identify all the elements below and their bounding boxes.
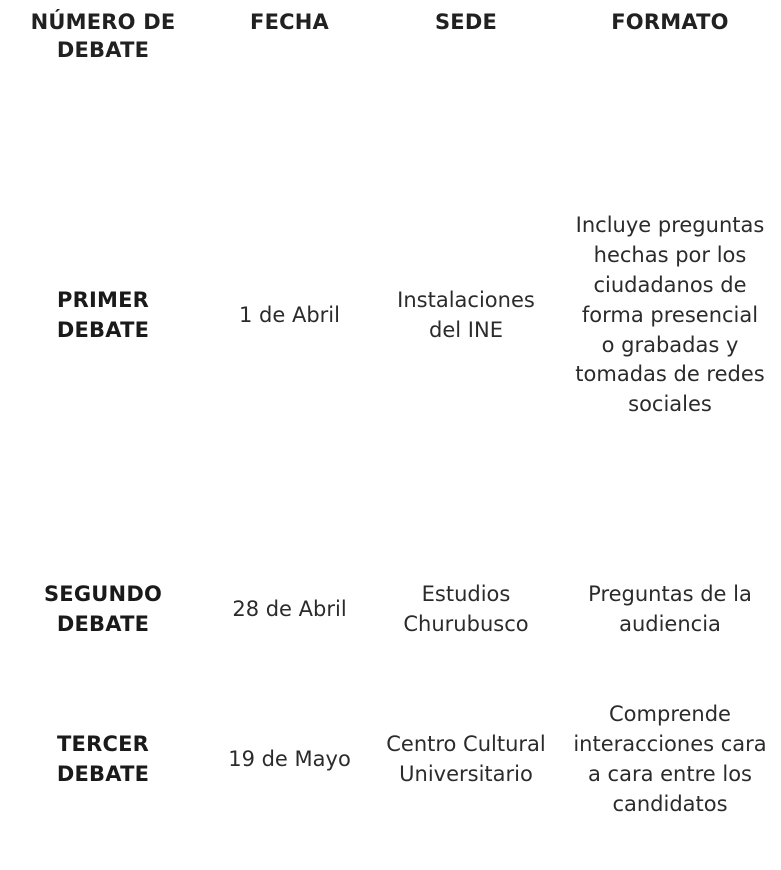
cell-formato: Comprende interacciones cara a cara entre los candidatos — [573, 702, 767, 816]
table-header — [0, 0, 781, 75]
cell-sede: Instalaciones del INE — [397, 287, 535, 342]
cell-debate-name: PRIMER DEBATE — [56, 287, 150, 342]
cell-formato: Preguntas de la audiencia — [588, 582, 752, 637]
column-header-sede: SEDE — [434, 10, 498, 34]
cell-fecha: 1 de Abril — [239, 302, 340, 327]
cell-formato: Incluye preguntas hechas por los ciudadanos de forma presencial o grabadas y tomadas de redes sociales — [575, 213, 765, 417]
table-header-row — [0, 0, 781, 75]
table-row — [0, 664, 781, 856]
column-header-formato: FORMATO — [611, 10, 729, 34]
table-row — [0, 557, 781, 664]
cell-fecha: 19 de Mayo — [228, 746, 351, 771]
cell-fecha: 28 de Abril — [232, 597, 347, 622]
column-header-fecha: FECHA — [250, 10, 329, 34]
cell-sede: Centro Cultural Universitario — [386, 731, 546, 786]
column-header-numero-de-debate: NÚMERO DE DEBATE — [30, 10, 176, 63]
cell-sede: Estudios Churubusco — [403, 582, 529, 637]
table-row — [0, 75, 781, 557]
cell-debate-name: SEGUNDO DEBATE — [43, 582, 163, 637]
cell-debate-name: TERCER DEBATE — [56, 731, 150, 786]
table-body — [0, 75, 781, 856]
